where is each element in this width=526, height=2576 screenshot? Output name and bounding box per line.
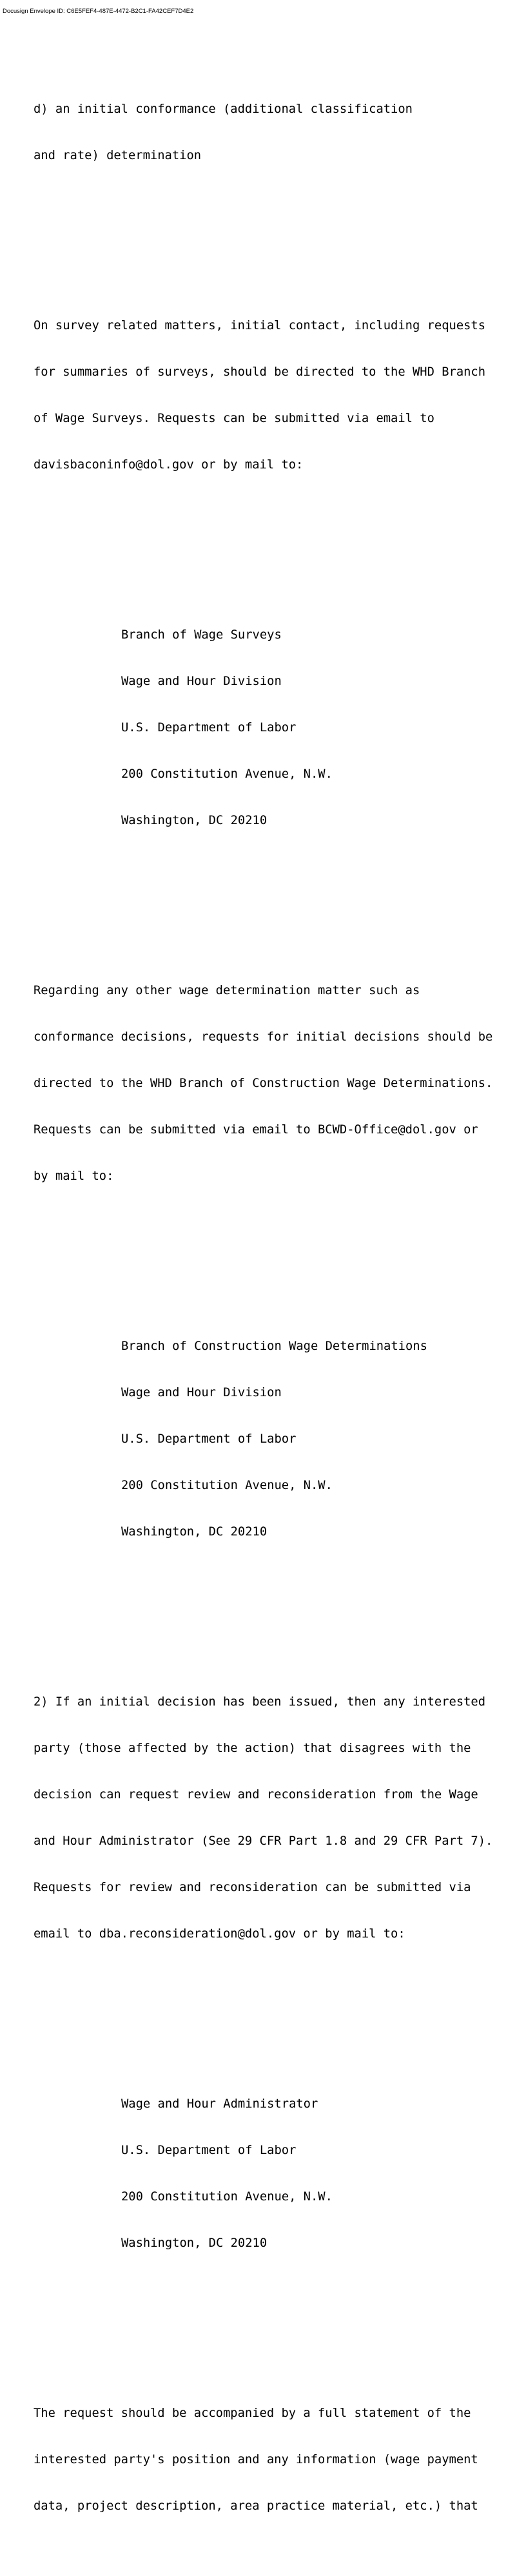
address-line: Washington, DC 20210	[121, 1525, 268, 1539]
text-line: d) an initial conformance (additional classification	[34, 102, 413, 116]
text-line: Requests for review and reconsideration can be submitted via	[34, 1881, 471, 1894]
document-body	[34, 24, 492, 2576]
address-line: Washington, DC 20210	[121, 2236, 268, 2250]
blank-line	[34, 1602, 492, 1617]
text-line: Requests can be submitted via email to BCWD-Office@dol.gov or	[34, 1123, 478, 1137]
blank-line	[34, 2004, 492, 2019]
address-line: 200 Constitution Avenue, N.W.	[121, 1479, 333, 1492]
blank-line	[34, 1246, 492, 1262]
address-block-bcwd	[34, 1308, 492, 1571]
text-line: On survey related matters, initial contact, including requests	[34, 319, 486, 332]
address-line: Wage and Hour Division	[121, 675, 282, 688]
blank-line	[34, 535, 492, 550]
text-line: conformance decisions, requests for initial decisions should be	[34, 1030, 493, 1044]
address-block-wage-surveys	[34, 597, 492, 860]
text-line: 2) If an initial decision has been issued, then any interested	[34, 1695, 486, 1709]
text-line: davisbaconinfo@dol.gov or by mail to:	[34, 458, 304, 472]
other-matters-paragraph	[34, 952, 492, 1215]
blank-line	[34, 2313, 492, 2329]
request-paragraph	[34, 2375, 492, 2545]
text-line: Regarding any other wage determination matter such as	[34, 984, 420, 997]
text-line: email to dba.reconsideration@dol.gov or by mail to:	[34, 1927, 405, 1941]
text-line: data, project description, area practice material, etc.) that	[34, 2499, 478, 2513]
address-line: 200 Constitution Avenue, N.W.	[121, 2190, 333, 2204]
address-line: Wage and Hour Division	[121, 1386, 282, 1399]
address-line: 200 Constitution Avenue, N.W.	[121, 767, 333, 781]
address-line: U.S. Department of Labor	[121, 721, 297, 735]
text-line: party (those affected by the action) that disagrees with the	[34, 1742, 471, 1755]
address-line: Branch of Wage Surveys	[121, 628, 282, 642]
text-line: for summaries of surveys, should be directed to the WHD Branch	[34, 365, 486, 379]
address-line: U.S. Department of Labor	[121, 1432, 297, 1446]
blank-line	[34, 226, 492, 241]
address-line: Washington, DC 20210	[121, 814, 268, 827]
blank-line	[34, 890, 492, 906]
address-line: U.S. Department of Labor	[121, 2144, 297, 2157]
text-line: of Wage Surveys. Requests can be submitted via email to	[34, 412, 434, 425]
address-line: Wage and Hour Administrator	[121, 2097, 318, 2111]
address-block-administrator	[34, 2066, 492, 2282]
item-d	[34, 71, 492, 195]
text-line: directed to the WHD Branch of Construction Wage Determinations.	[34, 1077, 493, 1090]
survey-paragraph	[34, 287, 492, 504]
text-line: interested party's position and any information (wage payment	[34, 2453, 478, 2466]
text-line: and Hour Administrator (See 29 CFR Part 1.8 and 29 CFR Part 7).	[34, 1834, 493, 1848]
text-line: by mail to:	[34, 1169, 114, 1183]
text-line: The request should be accompanied by a full statement of the	[34, 2407, 471, 2420]
text-line: decision can request review and reconsideration from the Wage	[34, 1788, 478, 1802]
envelope-id-header: Docusign Envelope ID: C6E5FEF4-487E-4472-B2C1-FA42CEF7D4E2	[3, 8, 194, 15]
text-line: and rate) determination	[34, 149, 202, 162]
item-2-paragraph	[34, 1664, 492, 1973]
address-line: Branch of Construction Wage Determinations	[121, 1340, 427, 1353]
